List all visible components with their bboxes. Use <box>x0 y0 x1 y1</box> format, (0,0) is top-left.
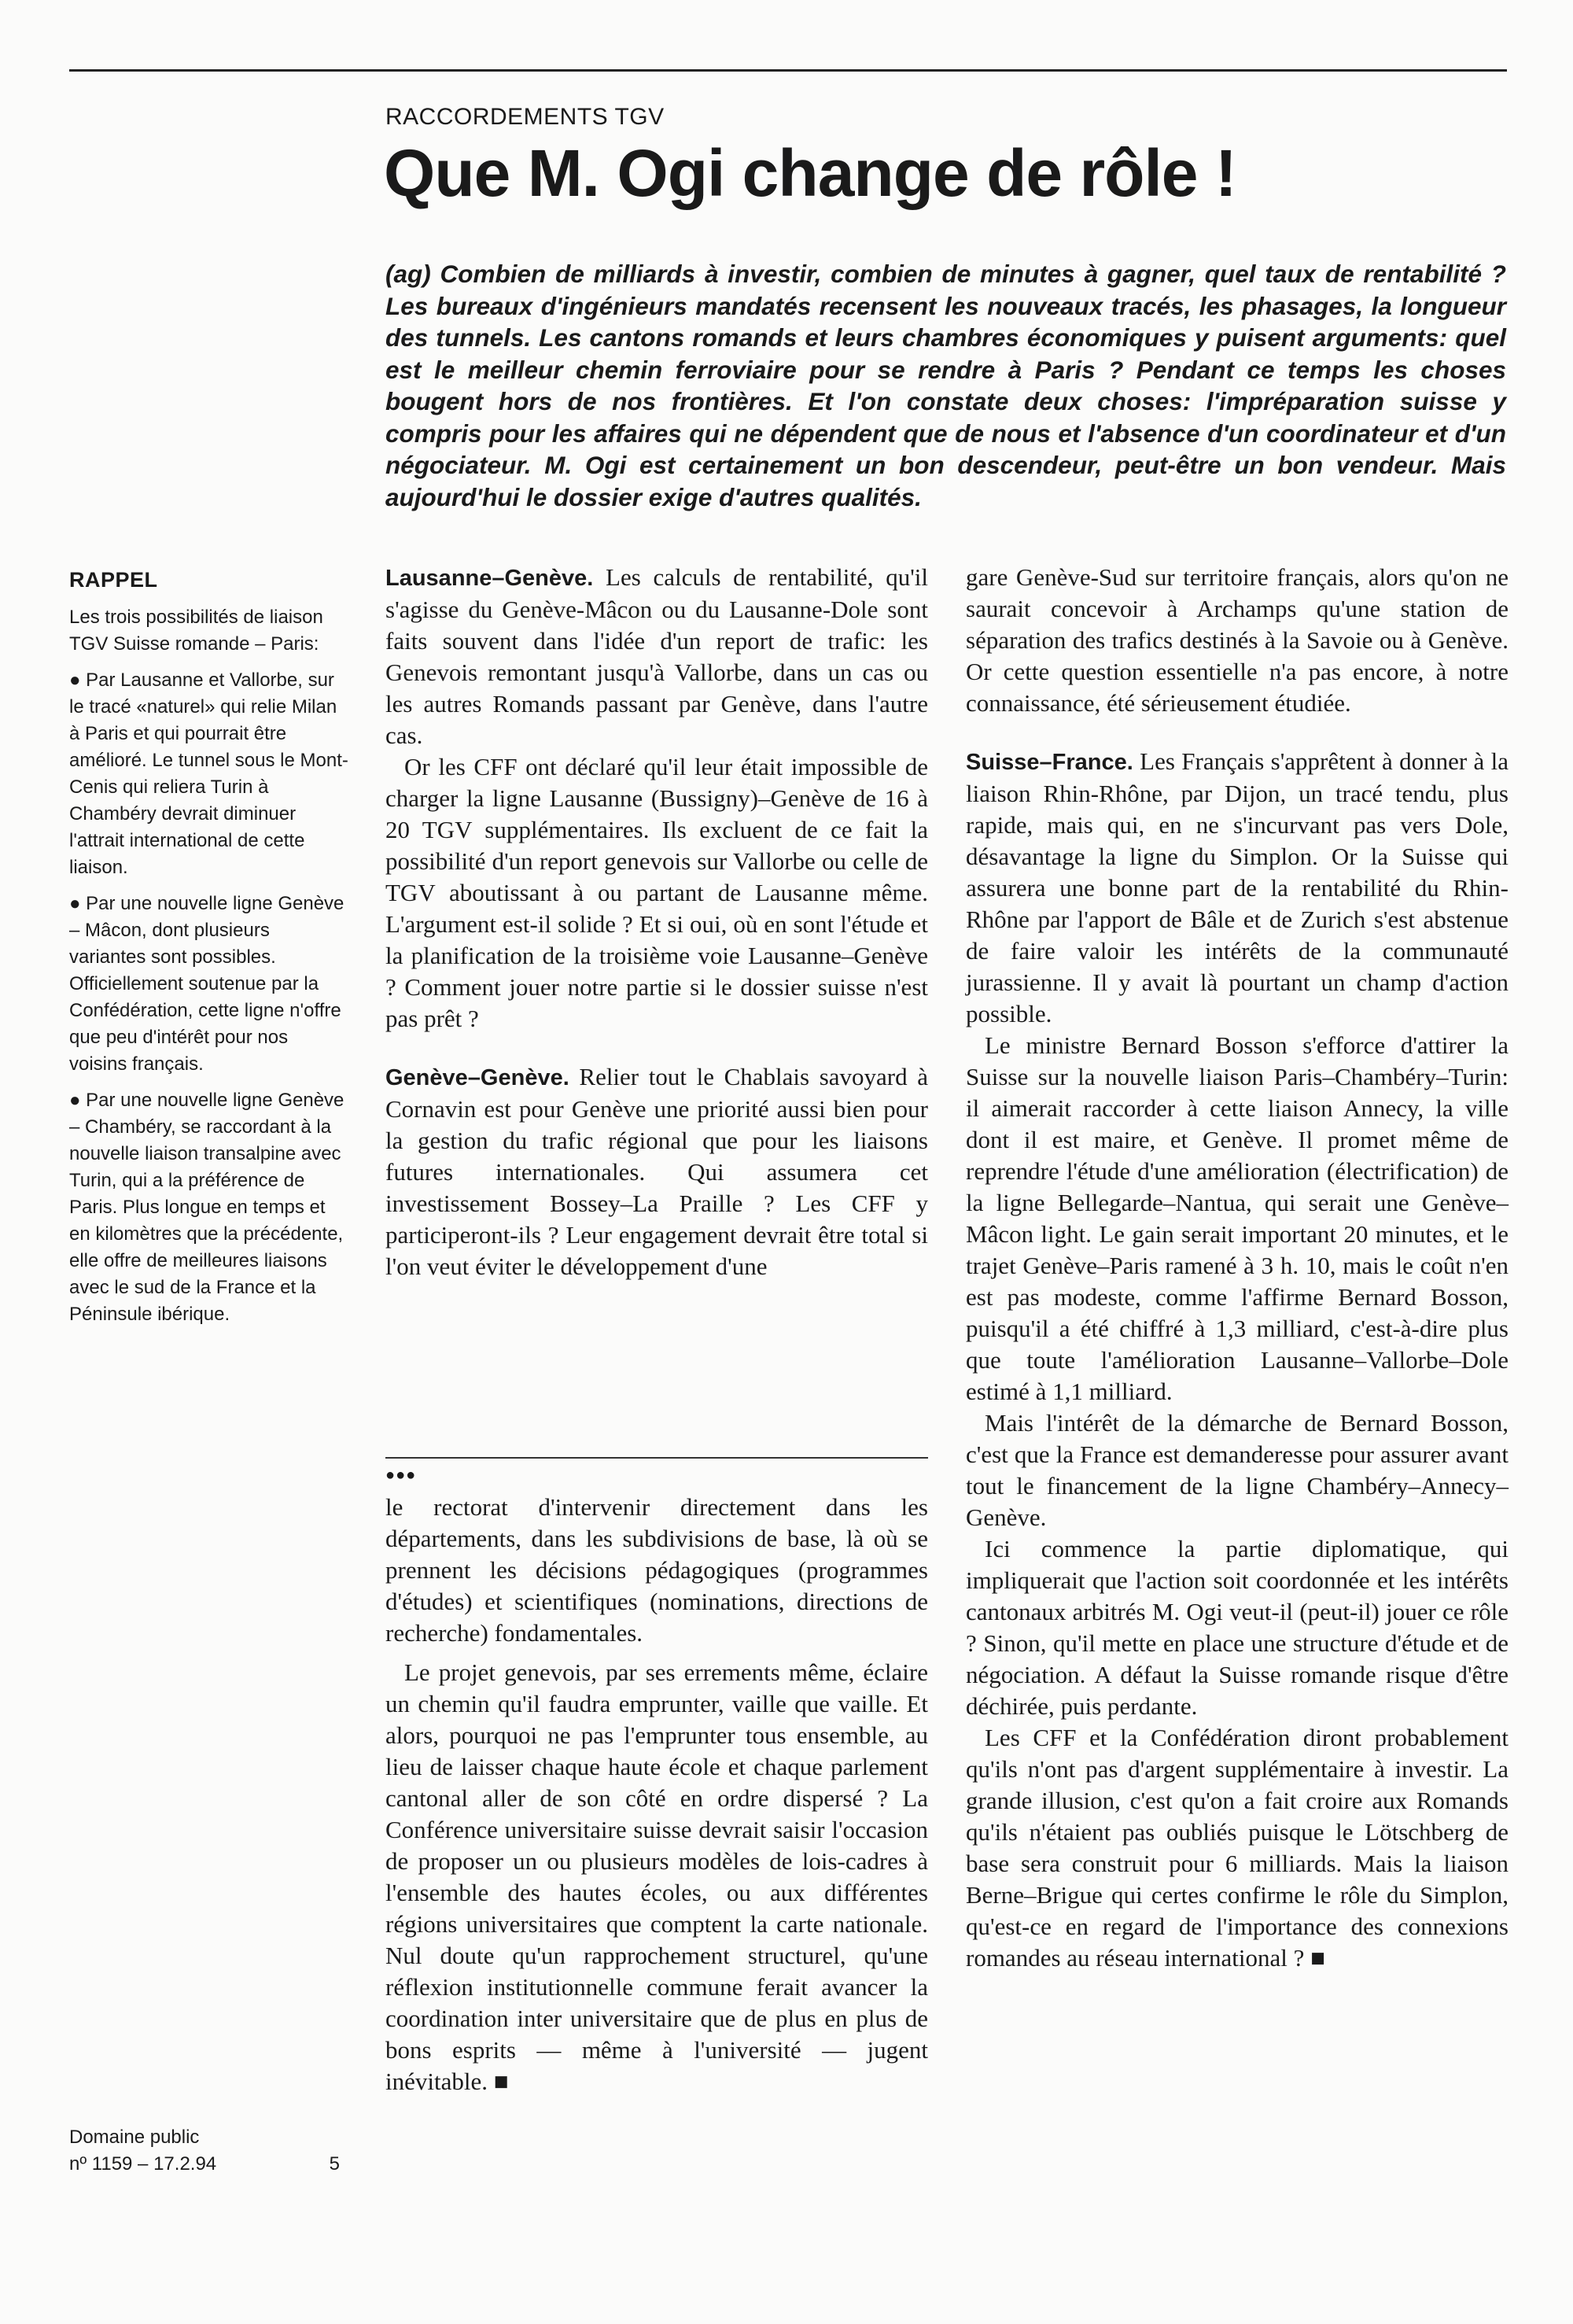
continuation-marker: ●●● <box>385 1466 417 1484</box>
paragraph: le rectorat d'intervenir directement dans les départements, dans les subdivisions de base, là où se prennent les décisions pédagogiques (programmes d'études) et scientifiques (nominations, directions de recherche) fondamentales. <box>385 1493 928 1647</box>
paragraph: Ici commence la partie diplomatique, qui impliquerait que l'action soit coordonnée et les intérêts cantonaux arbitrés M. Ogi veut-il (peut-il) jouer ce rôle ? Sinon, qu'il mette en place une structure d'étude et de négociation. A défaut la Suisse romande risque d'être déchirée, puis perdante. <box>966 1535 1509 1720</box>
section-heading: Suisse–France. <box>966 750 1133 775</box>
paragraph <box>385 562 928 751</box>
sidebar-item: ● Par une nouvelle ligne Genève – Chambéry, se raccordant à la nouvelle liaison transalpine avec Turin, qui a la préférence de Paris. Plus longue en temps et en kilomètres que la précédente, elle offre de meilleures liaisons avec le sud de la France et la Péninsule ibérique. <box>69 1090 344 1325</box>
paragraph <box>385 1061 928 1282</box>
sidebar-item: ● Par Lausanne et Vallorbe, sur le tracé «naturel» qui relie Milan à Paris et qui pourrait être amélioré. Le tunnel sous le Mont-Cenis qui reliera Turin à Chambéry devrait diminuer l'attrait international de cette liaison. <box>69 670 348 878</box>
paragraph: Les CFF et la Confédération diront probablement qu'ils n'ont pas d'argent supplémentaire à investir. La grande illusion, c'est qu'on a fait croire aux Romands qu'ils n'étaient pas oubliés puisque le Lötschberg de base sera construit pour 6 milliards. Mais la liaison Berne–Brigue qui certes confirme le rôle du Simplon, qu'est-ce en regard de l'importance des connexions romandes au réseau international ? ■ <box>966 1724 1509 1972</box>
paragraph: Mais l'intérêt de la démarche de Bernard Bosson, c'est que la France est demanderesse pour assurer avant tout le financement de la ligne Chambéry–Annecy–Genève. <box>966 1409 1509 1531</box>
publication-name: Domaine public <box>69 2127 200 2148</box>
section-heading: Lausanne–Genève. <box>385 566 594 591</box>
section-heading: Genève–Genève. <box>385 1065 569 1090</box>
paragraph: Le projet genevois, par ses errements même, éclaire un chemin qu'il faudra emprunter, vaille que vaille. Et alors, pourquoi ne pas l'emprunter tous ensemble, au lieu de laisser chaque haute école et chaque parlement cantonal aller de son côté en ordre dispersé ? La Conférence universitaire suisse devrait saisir l'occasion de proposer un ou plusieurs modèles de lois-cadres à l'ensemble des hautes écoles, ou aux différentes régions universitaires que comptent la carte nationale. Nul doute qu'un rapprochement structurel, qu'une réflexion institutionnelle commune ferait avancer la coordination inter universitaire que de plus en plus de bons esprits — même à l'université — jugent inévitable. ■ <box>385 1658 928 2095</box>
column-2-continued <box>385 1492 928 2097</box>
sidebar-item: ● Par une nouvelle ligne Genève – Mâcon, dont plusieurs variantes sont possibles. Officiellement soutenue par la Confédération, cette ligne n'offre que peu d'intérêt pour nos voisins français. <box>69 893 344 1075</box>
paragraph: Or les CFF ont déclaré qu'il leur était impossible de charger la ligne Lausanne (Bussigny)–Genève de 16 à 20 TGV supplémentaires. Ils excluent de ce fait la possibilité d'un report genevois sur Vallorbe ou celle de TGV aboutissant à ou partant de Lausanne même. L'argument est-il solide ? Et si oui, où en sont l'étude et la planification de la troisième voie Lausanne–Genève ? Comment jouer notre partie si le dossier suisse n'est pas prêt ? <box>385 753 928 1032</box>
page-footer <box>69 2124 352 2178</box>
page-number: 5 <box>329 2153 340 2175</box>
column-1 <box>385 562 928 1282</box>
article-title: Que M. Ogi change de rôle ! <box>384 136 1236 210</box>
column-3 <box>966 562 1509 1974</box>
sidebar-heading: RAPPEL <box>69 568 158 592</box>
paragraph: gare Genève-Sud sur territoire français, alors qu'on ne saurait concevoir à Archamps qu'une station de séparation des trafics destinés à la Savoie ou à Genève. Or cette question essentielle n'a pas encore, à notre connaissance, été sérieusement étudiée. <box>966 563 1509 717</box>
article-kicker: RACCORDEMENTS TGV <box>385 104 665 130</box>
paragraph-text: Relier tout le Chablais savoyard à Cornavin est pour Genève une priorité aussi bien pour la gestion du trafic régional que pour les liaisons futures internationales. Qui assumera cet investissement Bossey–La Praille ? Les CFF y participeront-ils ? Leur engagement devrait être total si l'on veut éviter le développement d'une <box>385 1063 928 1280</box>
issue-number: nº 1159 – 17.2.94 <box>69 2153 217 2175</box>
paragraph <box>966 746 1509 1030</box>
section-separator <box>385 1457 928 1459</box>
article-lead: (ag) Combien de milliards à investir, combien de minutes à gagner, quel taux de rentabilité ? Les bureaux d'ingénieurs mandatés recensent les nouveaux tracés, les phasages, la longueur des tunnels. Les cantons romands et leurs chambres économiques y puisent arguments: quel est le meilleur chemin ferroviaire pour se rendre à Paris ? Pendant ce temps les choses bougent hors de nos frontières. Et l'on constate deux choses: l'impréparation suisse y compris pour les affaires qui ne dépendent que de nous et l'absence d'un coordinateur et d'un négociateur. M. Ogi est certainement un bon descendeur, peut-être un bon vendeur. Mais aujourd'hui le dossier exige d'autres qualités. <box>385 260 1506 511</box>
sidebar-box <box>69 566 348 1337</box>
paragraph: Le ministre Bernard Bosson s'efforce d'attirer la Suisse sur la nouvelle liaison Paris–Chambéry–Turin: il aimerait raccorder à cette liaison Annecy, la ville dont il est maire, et Genève. Il promet même de reprendre l'étude d'une amélioration (électrification) de la ligne Bellegarde–Nantua, qui serait une Genève–Mâcon light. Le gain serait important 20 minutes, et le trajet Genève–Paris ramené à 3 h. 10, mais le coût n'en est pas modeste, comme l'affirme Bernard Bosson, puisqu'il a été chiffré à 1,3 milliard, c'est-à-dire plus que toute l'amélioration Lausanne–Vallorbe–Dole estimé à 1,1 milliard. <box>966 1031 1509 1405</box>
paragraph-text: Les Français s'apprêtent à donner à la liaison Rhin-Rhône, par Dijon, un tracé tendu, plus rapide, mais qui, en ne s'incurvant pas vers Dole, désavantage la ligne du Simplon. Or la Suisse qui assurera une bonne part de la rentabilité du Rhin-Rhône par l'apport de Bâle et de Zurich s'est abstenue de faire valoir les intérêts de la communauté jurassienne. Il y avait là pourtant un champ d'action possible. <box>966 747 1509 1027</box>
paragraph-text: Les calculs de rentabilité, qu'il s'agisse du Genève-Mâcon ou du Lausanne-Dole sont faits souvent dans l'idée d'un report de trafic: les Genevois remontant jusqu'à Vallorbe, dans un cas ou les autres Romands passant par Genève, dans l'autre cas. <box>385 563 928 749</box>
sidebar-intro: Les trois possibilités de liaison TGV Suisse romande – Paris: <box>69 607 323 655</box>
top-rule <box>69 69 1507 72</box>
